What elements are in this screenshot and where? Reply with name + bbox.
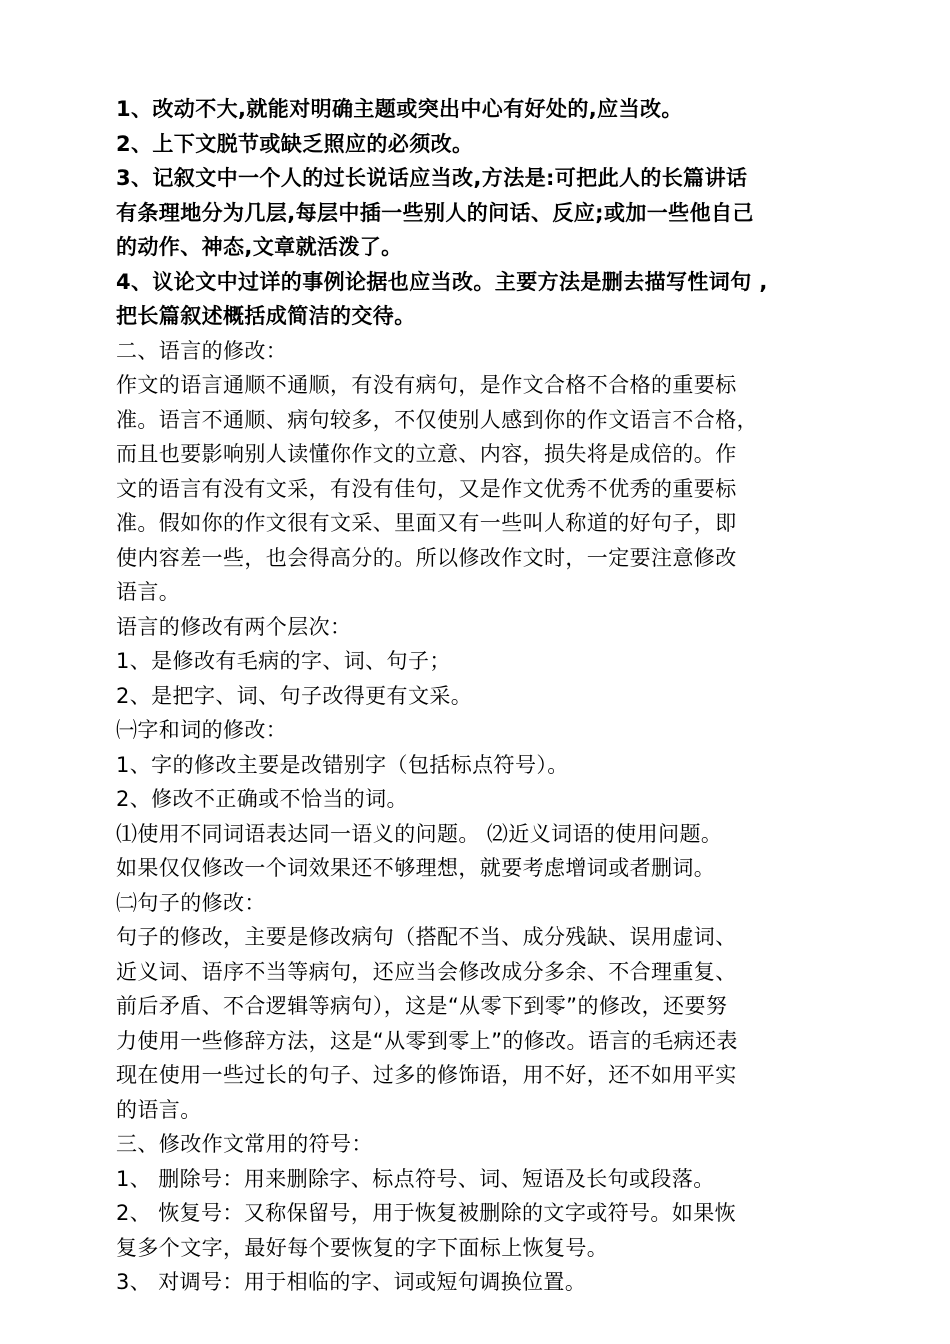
document-body — [116, 92, 836, 1300]
text-line: 复多个文字，最好每个要恢复的字下面标上恢复号。 — [116, 1235, 609, 1260]
text-line: 1、 删除号：用来删除字、标点符号、词、短语及长句或段落。 — [116, 1166, 715, 1191]
text-line: 1、字的修改主要是改错别字（包括标点符号）。 — [116, 752, 569, 777]
text-line: 2、是把字、词、句子改得更有文采。 — [116, 683, 473, 708]
text-line: ㈡句子的修改： — [116, 890, 266, 915]
text-line: 力使用一些修辞方法，这是“从零到零上”的修改。语言的毛病还表 — [116, 1028, 738, 1053]
text-line: 1、改动不大,就能对明确主题或突出中心有好处的,应当改。 — [116, 97, 683, 121]
text-line: 把长篇叙述概括成简洁的交待。 — [116, 304, 416, 328]
text-line: 三、修改作文常用的符号： — [116, 1132, 373, 1156]
text-line: 2、 恢复号：又称保留号，用于恢复被删除的文字或符号。如果恢 — [116, 1201, 737, 1225]
text-line: 句子的修改，主要是修改病句（搭配不当、成分残缺、误用虚词、 — [116, 925, 737, 949]
text-line: 4、议论文中过详的事例论据也应当改。主要方法是删去描写性词句 , — [116, 269, 768, 294]
text-line: 作文的语言通顺不通顺，有没有病句，是作文合格不合格的重要标 — [116, 373, 737, 397]
text-line: ㈠字和词的修改： — [116, 718, 288, 742]
text-line: 如果仅仅修改一个词效果还不够理想，就要考虑增词或者删词。 — [116, 856, 716, 880]
text-line: 使内容差一些，也会得高分的。所以修改作文时，一定要注意修改 — [116, 545, 737, 570]
text-line: 3、 对调号：用于相临的字、词或短句调换位置。 — [116, 1270, 587, 1294]
text-line: 的语言。 — [116, 1097, 202, 1122]
text-line: 现在使用一些过长的句子、过多的修饰语，用不好，还不如用平实 — [116, 1063, 737, 1087]
text-line: 而且也要影响别人读懂你作文的立意、内容，损失将是成倍的。作 — [116, 442, 737, 466]
text-line: 近义词、语序不当等病句，还应当会修改成分多余、不合理重复、 — [116, 959, 737, 984]
text-line: 1、是修改有毛病的字、词、句子； — [116, 649, 451, 673]
text-line: 有条理地分为几层,每层中插一些别人的问话、反应;或加一些他自己 — [116, 200, 754, 225]
text-line: 2、上下文脱节或缺乏照应的必须改。 — [116, 131, 474, 156]
text-line: 3、记叙文中一个人的过长说话应当改,方法是:可把此人的长篇讲话 — [116, 166, 748, 190]
text-line: ⑴使用不同词语表达同一语义的问题。 ⑵近义词语的使用问题。 — [116, 821, 723, 846]
text-line: 2、修改不正确或不恰当的词。 — [116, 787, 408, 811]
text-line: 文的语言有没有文采，有没有佳句，又是作文优秀不优秀的重要标 — [116, 476, 737, 501]
text-line: 语言的修改有两个层次： — [116, 614, 352, 639]
text-line: 的动作、神态,文章就活泼了。 — [116, 235, 403, 259]
text-line: 前后矛盾、不合逻辑等病句），这是“从零下到零”的修改，还要努 — [116, 994, 728, 1018]
text-line: 准。假如你的作文很有文采、里面又有一些叫人称道的好句子，即 — [116, 511, 737, 535]
text-line: 准。语言不通顺、病句较多，不仅使别人感到你的作文语言不合格， — [116, 407, 758, 432]
text-line: 二、语言的修改： — [116, 338, 288, 363]
text-line: 语言。 — [116, 580, 181, 604]
